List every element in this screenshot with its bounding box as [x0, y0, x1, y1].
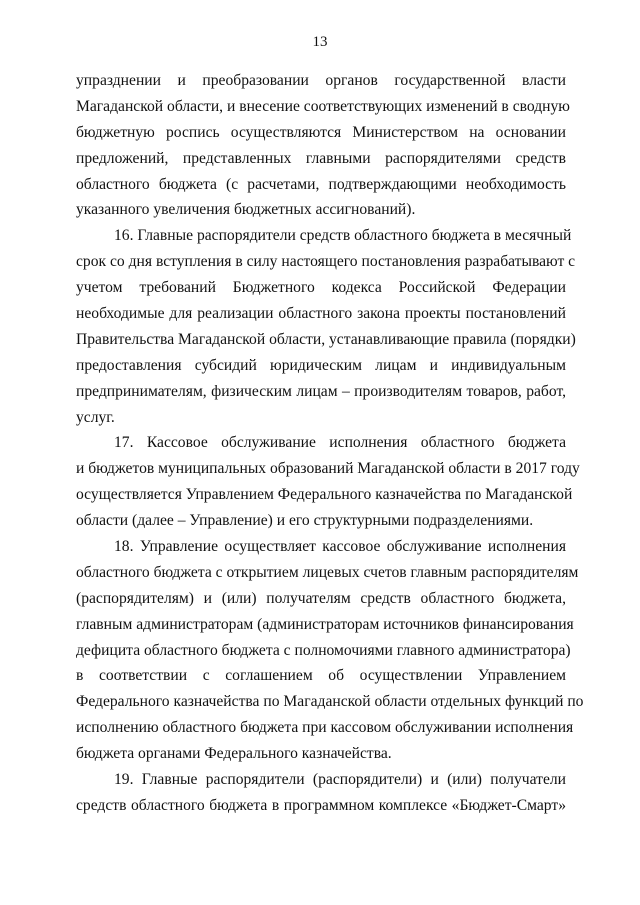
text-line: областного бюджета с открытием лицевых счетов главным распорядителям: [76, 563, 579, 581]
text-line: исполнению областного бюджета при кассовом обслуживании исполнения: [76, 719, 574, 737]
text-line: 18. Управление осуществляет кассовое обслуживание исполнения: [114, 538, 566, 556]
text-line: дефицита областного бюджета с полномочиями главного администратора): [76, 641, 571, 659]
text-line: необходимые для реализации областного закона проекты постановлений: [76, 305, 566, 323]
document-body: [76, 68, 584, 819]
text-line: указанного увеличения бюджетных ассигнований).: [76, 201, 416, 219]
text-line: предложений, представленных главными распорядителями средств: [76, 149, 566, 167]
text-line: Федерального казначейства по Магаданской области отдельных функций по: [76, 693, 584, 711]
text-line: 17. Кассовое обслуживание исполнения областного бюджета: [114, 434, 566, 452]
text-line: бюджета органами Федерального казначейства.: [76, 745, 392, 763]
text-line: 16. Главные распорядители средств областного бюджета в месячный: [114, 227, 572, 245]
text-line: областного бюджета (с расчетами, подтверждающими необходимость: [76, 175, 566, 193]
text-line: Магаданской области, и внесение соответствующих изменений в сводную: [76, 97, 570, 115]
text-line: средств областного бюджета в программном комплексе «Бюджет-Смарт»: [76, 796, 566, 814]
text-line: предоставления субсидий юридическим лицам и индивидуальным: [76, 356, 566, 374]
text-line: срок со дня вступления в силу настоящего постановления разрабатывают с: [76, 253, 576, 271]
text-line: области (далее – Управление) и его структурными подразделениями.: [76, 512, 534, 530]
text-line: Правительства Магаданской области, устанавливающие правила (порядки): [76, 330, 576, 348]
text-line: (распорядителям) и (или) получателям средств областного бюджета,: [76, 589, 566, 607]
text-line: учетом требований Бюджетного кодекса Российской Федерации: [76, 279, 566, 297]
text-line: осуществляется Управлением Федерального казначейства по Магаданской: [76, 486, 573, 504]
text-line: предпринимателям, физическим лицам – производителям товаров, работ,: [76, 382, 566, 400]
text-line: в соответствии с соглашением об осуществлении Управлением: [76, 667, 566, 685]
text-line: и бюджетов муниципальных образований Магаданской области в 2017 году: [76, 460, 580, 478]
text-line: 19. Главные распорядители (распорядители) и (или) получатели: [114, 771, 566, 789]
page-number: 13: [312, 34, 328, 50]
text-line: услуг.: [76, 408, 115, 426]
text-line: упразднении и преобразовании органов государственной власти: [76, 72, 566, 89]
text-line: главным администраторам (администраторам источников финансирования: [76, 615, 574, 633]
text-line: бюджетную роспись осуществляются Министерством на основании: [76, 123, 566, 141]
